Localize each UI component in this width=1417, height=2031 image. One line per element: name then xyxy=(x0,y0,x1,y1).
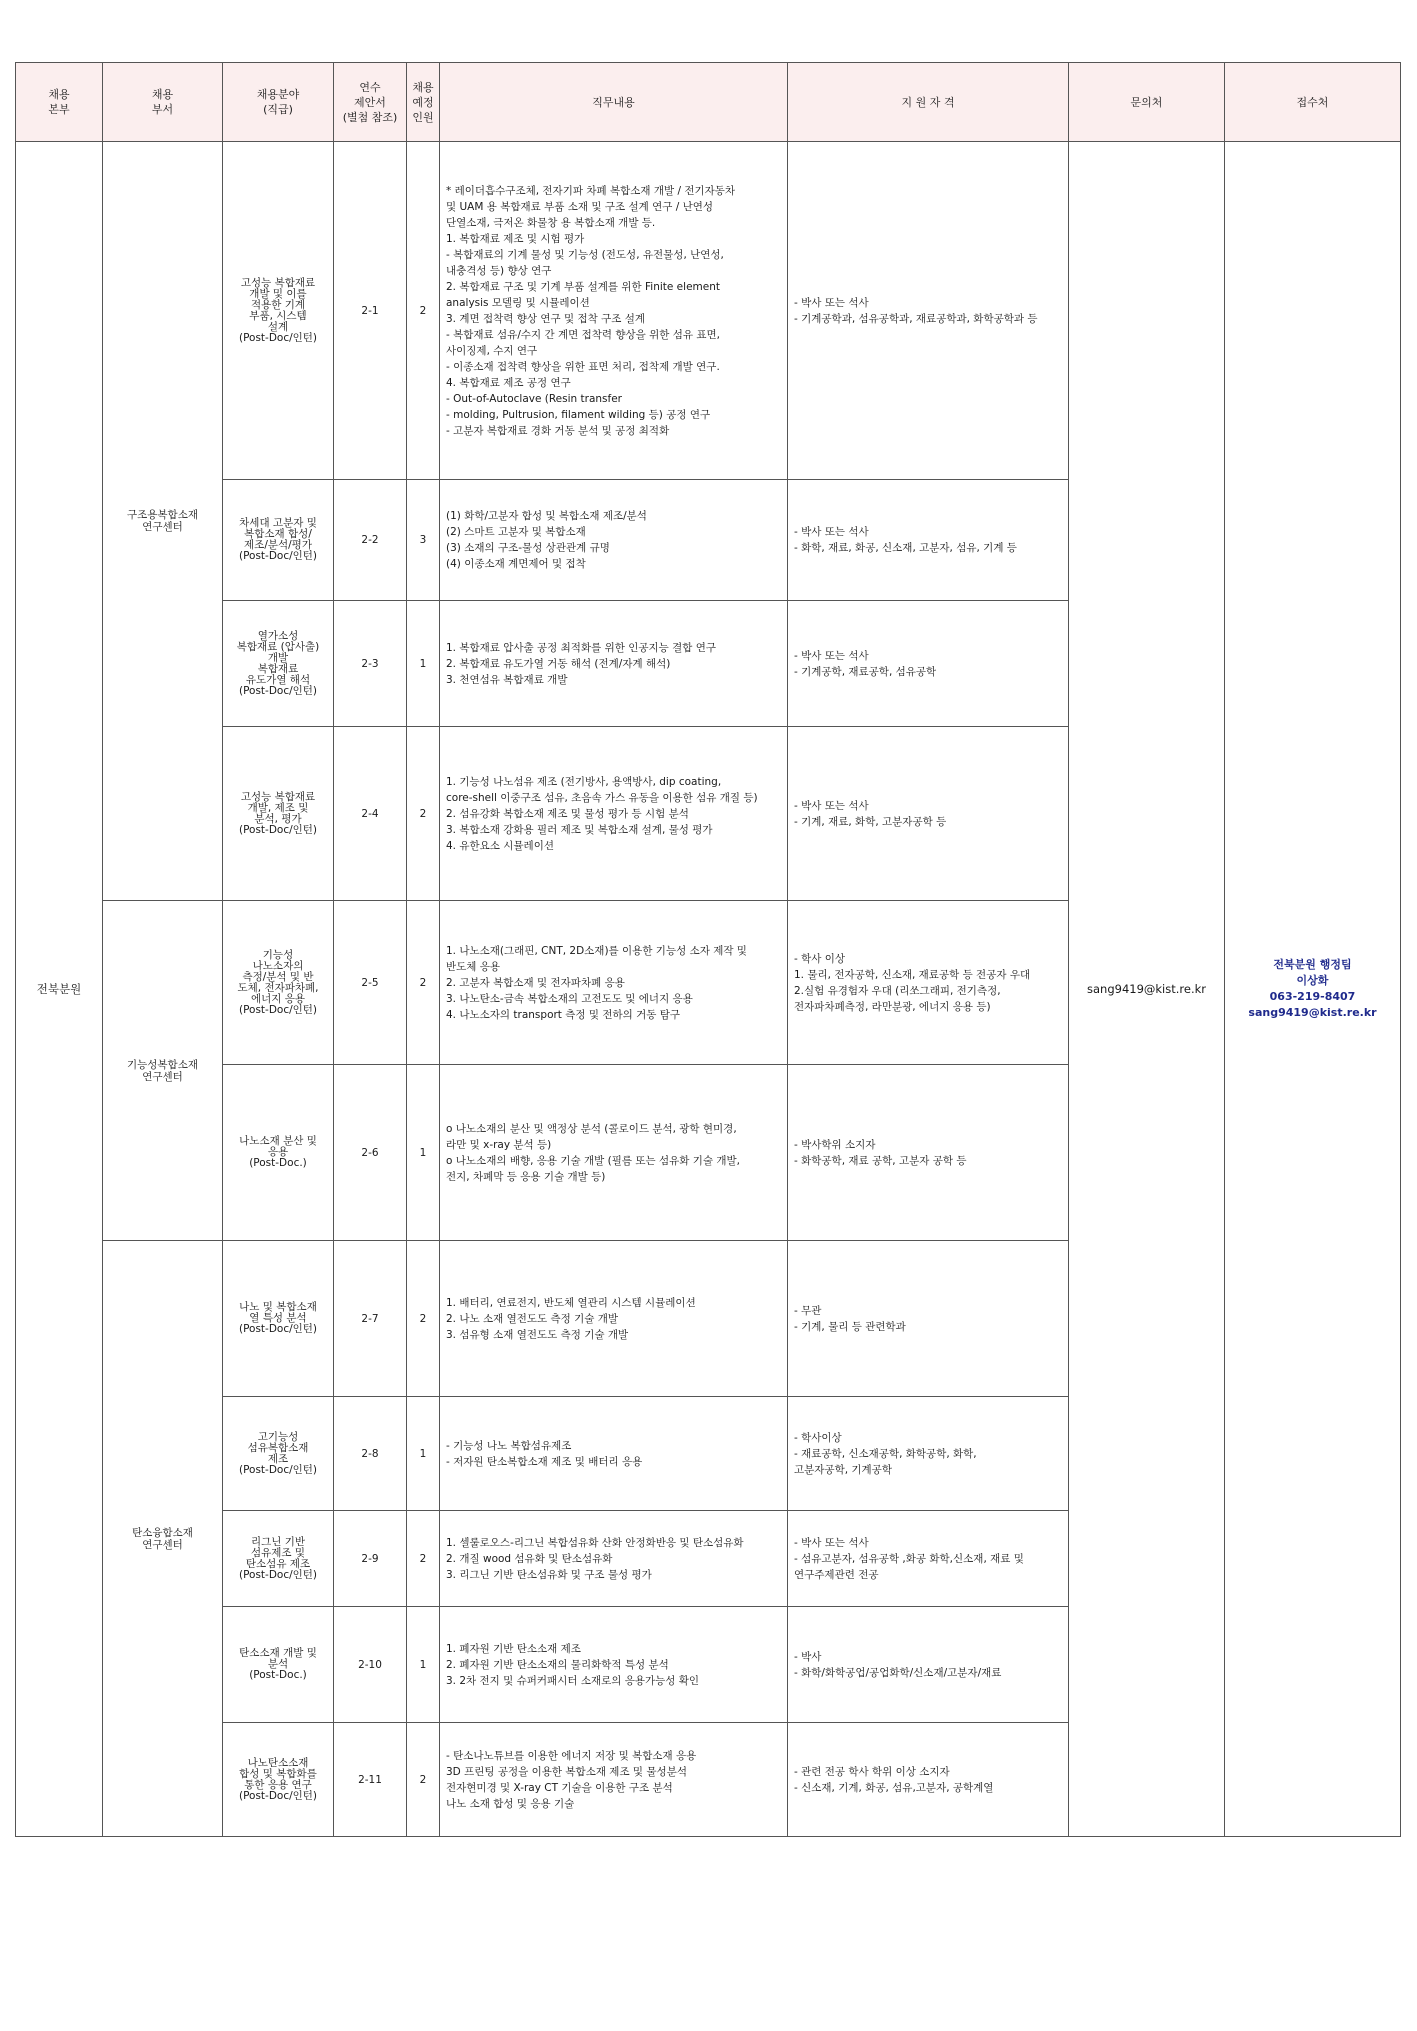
header-reception: 접수처 xyxy=(1225,63,1401,142)
field-cell: 나노탄소소재 합성 및 복합화를 통한 응용 연구 (Post-Doc/인턴) xyxy=(223,1723,334,1837)
proposal-code-cell: 2-5 xyxy=(334,901,407,1065)
field-cell: 탄소소재 개발 및 분석 (Post-Doc.) xyxy=(223,1607,334,1723)
qualification-cell: - 박사 또는 석사 - 섬유고분자, 섬유공학 ,화공 화학,신소재, 재료 및 연구주제관련 전공 xyxy=(788,1511,1069,1607)
department-cell: 탄소융합소재 연구센터 xyxy=(103,1241,223,1837)
field-cell: 차세대 고분자 및 복합소재 합성/ 제조/분석/평가 (Post-Doc/인턴) xyxy=(223,480,334,601)
qualification-cell: - 박사 또는 석사 - 기계공학, 재료공학, 섬유공학 xyxy=(788,601,1069,727)
recruitment-table xyxy=(15,62,1401,1837)
header-division: 채용 본부 xyxy=(16,63,103,142)
duties-cell: 1. 폐자원 기반 탄소소재 제조 2. 폐자원 기반 탄소소재의 물리화학적 특성 분석 3. 2차 전지 및 슈퍼커패시터 소재로의 응용가능성 확인 xyxy=(440,1607,788,1723)
duties-cell: (1) 화학/고분자 합성 및 복합소재 제조/분석 (2) 스마트 고분자 및 복합소재 (3) 소재의 구조-물성 상관관계 규명 (4) 이종소재 계면제어 및 접착 xyxy=(440,480,788,601)
duties-cell: 1. 셀룰로오스-리그닌 복합섬유화 산화 안정화반응 및 탄소섬유화 2. 개질 wood 섬유화 및 탄소섬유화 3. 리그닌 기반 탄소섬유화 및 구조 물성 평가 xyxy=(440,1511,788,1607)
duties-cell: 1. 복합재료 압사출 공정 최적화를 위한 인공지능 결합 연구 2. 복합재료 유도가열 거동 해석 (전계/자계 해석) 3. 천연섬유 복합재료 개발 xyxy=(440,601,788,727)
proposal-code-cell: 2-4 xyxy=(334,727,407,901)
division-cell: 전북분원 xyxy=(16,142,103,1837)
field-cell: 고기능성 섬유복합소재 제조 (Post-Doc/인턴) xyxy=(223,1397,334,1511)
duties-cell: o 나노소재의 분산 및 액정상 분석 (콜로이드 분석, 광학 현미경, 라만 및 x-ray 분석 등) o 나노소재의 배향, 응용 기술 개발 (필름 또는 섬유화 기술 개발, 전지, 차폐막 등 응용 기술 개발 등) xyxy=(440,1065,788,1241)
field-cell: 고성능 복합재료 개발 및 이를 적용한 기계 부품, 시스템 설계 (Post-Doc/인턴) xyxy=(223,142,334,480)
headcount-cell: 1 xyxy=(407,1397,440,1511)
headcount-cell: 1 xyxy=(407,601,440,727)
header-proposal: 연수 제안서 (별첨 참조) xyxy=(334,63,407,142)
field-cell: 나노 및 복합소재 열 특성 분석 (Post-Doc/인턴) xyxy=(223,1241,334,1397)
contact-email-cell[interactable]: sang9419@kist.re.kr xyxy=(1069,142,1225,1837)
headcount-cell: 2 xyxy=(407,1511,440,1607)
header-contact: 문의처 xyxy=(1069,63,1225,142)
header-headcount: 채용 예정 인원 xyxy=(407,63,440,142)
field-cell: 리그닌 기반 섬유제조 및 탄소섬유 제조 (Post-Doc/인턴) xyxy=(223,1511,334,1607)
qualification-cell: - 학사 이상 1. 물리, 전자공학, 신소재, 재료공학 등 전공자 우대 2.실험 유경험자 우대 (리쏘그래피, 전기측정, 전자파차폐측정, 라만분광, 에너지 응용 등) xyxy=(788,901,1069,1065)
proposal-code-cell: 2-2 xyxy=(334,480,407,601)
field-cell: 기능성 나노소자의 측정/분석 및 반 도체, 전자파차폐, 에너지 응용 (Post-Doc/인턴) xyxy=(223,901,334,1065)
header-field: 채용분야 (직급) xyxy=(223,63,334,142)
department-cell: 구조용복합소재 연구센터 xyxy=(103,142,223,901)
duties-cell: - 탄소나노튜브를 이용한 에너지 저장 및 복합소재 응용 3D 프린팅 공정을 이용한 복합소재 제조 및 물성분석 전자현미경 및 X-ray CT 기술을 이용한 구조 분석 나노 소재 합성 및 응용 기술 xyxy=(440,1723,788,1837)
headcount-cell: 2 xyxy=(407,727,440,901)
headcount-cell: 1 xyxy=(407,1065,440,1241)
duties-cell: 1. 배터리, 연료전지, 반도체 열관리 시스템 시뮬레이션 2. 나노 소재 열전도도 측정 기술 개발 3. 섬유형 소재 열전도도 측정 기술 개발 xyxy=(440,1241,788,1397)
duties-cell: - 기능성 나노 복합섬유제조 - 저자원 탄소복합소재 제조 및 배터리 응용 xyxy=(440,1397,788,1511)
proposal-code-cell: 2-9 xyxy=(334,1511,407,1607)
headcount-cell: 3 xyxy=(407,480,440,601)
reception-cell[interactable]: 전북분원 행정팀 이상화 063-219-8407 sang9419@kist.re.kr xyxy=(1225,142,1401,1837)
header-department: 채용 부서 xyxy=(103,63,223,142)
proposal-code-cell: 2-11 xyxy=(334,1723,407,1837)
qualification-cell: - 박사 또는 석사 - 기계, 재료, 화학, 고분자공학 등 xyxy=(788,727,1069,901)
field-cell: 고성능 복합재료 개발, 제조 및 분석, 평가 (Post-Doc/인턴) xyxy=(223,727,334,901)
duties-cell: 1. 기능성 나노섬유 제조 (전기방사, 용액방사, dip coating, core-shell 이중구조 섬유, 초음속 가스 유동을 이용한 섬유 개질 등) 2. 섬유강화 복합소재 제조 및 물성 평가 등 시험 분석 3. 복합소재 강화용 필러 제조 및 복합소재 설계, 물성 평가 4. 유한요소 시뮬레이션 xyxy=(440,727,788,901)
headcount-cell: 2 xyxy=(407,1723,440,1837)
field-cell: 열가소성 복합재료 (압사출) 개발 복합재료 유도가열 해석 (Post-Doc/인턴) xyxy=(223,601,334,727)
proposal-code-cell: 2-8 xyxy=(334,1397,407,1511)
proposal-code-cell: 2-6 xyxy=(334,1065,407,1241)
qualification-cell: - 박사학위 소지자 - 화학공학, 재료 공학, 고분자 공학 등 xyxy=(788,1065,1069,1241)
table-row xyxy=(16,142,1401,480)
department-cell: 기능성복합소재 연구센터 xyxy=(103,901,223,1241)
qualification-cell: - 학사이상 - 재료공학, 신소재공학, 화학공학, 화학, 고분자공학, 기계공학 xyxy=(788,1397,1069,1511)
headcount-cell: 2 xyxy=(407,901,440,1065)
qualification-cell: - 박사 또는 석사 - 기계공학과, 섬유공학과, 재료공학과, 화학공학과 등 xyxy=(788,142,1069,480)
proposal-code-cell: 2-3 xyxy=(334,601,407,727)
qualification-cell: - 박사 - 화학/화학공업/공업화학/신소재/고분자/재료 xyxy=(788,1607,1069,1723)
proposal-code-cell: 2-1 xyxy=(334,142,407,480)
duties-cell: * 레이더흡수구조체, 전자기파 차폐 복합소재 개발 / 전기자동차 및 UAM 용 복합재료 부품 소재 및 구조 설계 연구 / 난연성 단열소재, 극저온 화물창 용 복합소재 개발 등. 1. 복합재료 제조 및 시험 평가 - 복합재료의 기계 물성 및 기능성 (전도성, 유전물성, 난연성, 내충격성 등) 향상 연구 2. 복합재료 구조 및 기계 부품 설계를 위한 Finite element analysis 모델링 및 시뮬레이션 3. 계면 접착력 향상 연구 및 접착 구조 설계 - 복합재료 섬유/수지 간 계면 접착력 향상을 위한 섬유 표면, 사이징제, 수지 연구 - 이종소재 접착력 향상을 위한 표면 처리, 접착제 개발 연구. 4. 복합재료 제조 공정 연구 - Out-of-Autoclave (Resin transfer - molding, Pultrusion, filament wilding 등) 공정 연구 - 고분자 복합재료 경화 거동 분석 및 공정 최적화 xyxy=(440,142,788,480)
header-row xyxy=(16,63,1401,142)
proposal-code-cell: 2-7 xyxy=(334,1241,407,1397)
headcount-cell: 2 xyxy=(407,142,440,480)
proposal-code-cell: 2-10 xyxy=(334,1607,407,1723)
headcount-cell: 2 xyxy=(407,1241,440,1397)
header-qualification: 지 원 자 격 xyxy=(788,63,1069,142)
duties-cell: 1. 나노소재(그래핀, CNT, 2D소재)를 이용한 기능성 소자 제작 및 반도체 응용 2. 고분자 복합소재 및 전자파차폐 응용 3. 나노탄소-금속 복합소재의 고전도도 및 에너지 응용 4. 나노소자의 transport 측정 및 전하의 거동 탐구 xyxy=(440,901,788,1065)
field-cell: 나노소재 분산 및 응용 (Post-Doc.) xyxy=(223,1065,334,1241)
qualification-cell: - 박사 또는 석사 - 화학, 재료, 화공, 신소재, 고분자, 섬유, 기계 등 xyxy=(788,480,1069,601)
qualification-cell: - 관련 전공 학사 학위 이상 소지자 - 신소재, 기계, 화공, 섬유,고분자, 공학계열 xyxy=(788,1723,1069,1837)
qualification-cell: - 무관 - 기계, 물리 등 관련학과 xyxy=(788,1241,1069,1397)
header-duties: 직무내용 xyxy=(440,63,788,142)
headcount-cell: 1 xyxy=(407,1607,440,1723)
